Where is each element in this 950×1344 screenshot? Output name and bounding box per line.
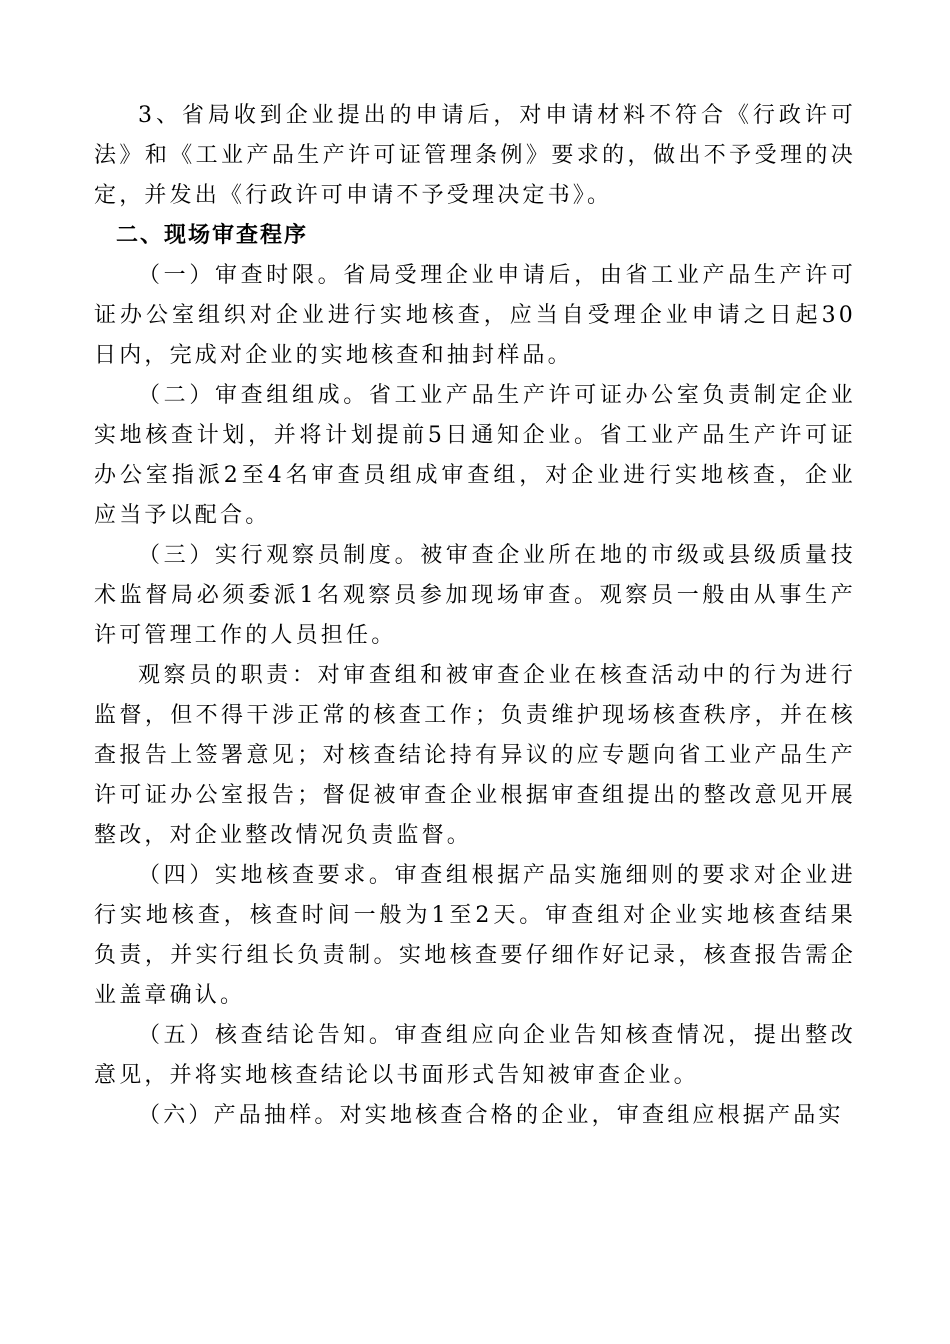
paragraph-product-sampling: （六）产品抽样。对实地核查合格的企业，审查组应根据产品实 [138, 1103, 844, 1128]
paragraph-review-team: （二）审查组组成。省工业产品生产许可证办公室负责制定企业实地核查计划，并将计划提前5日通知企业。省工业产品生产许可证办公室指派2至4名审查员组成审查组，对企业进行实地核查，企业应当予以配合。 [94, 383, 856, 528]
paragraph-review-time-limit: （一）审查时限。省局受理企业申请后，由省工业产品生产许可证办公室组织对企业进行实地核查，应当自受理企业申请之日起30日内，完成对企业的实地核查和抽封样品。 [94, 263, 856, 368]
paragraph-onsite-requirements: （四）实地核查要求。审查组根据产品实施细则的要求对企业进行实地核查，核查时间一般为1至2天。审查组对企业实地核查结果负责，并实行组长负责制。实地核查要仔细作好记录，核查报告需企业盖章确认。 [94, 863, 856, 1008]
document-body [94, 96, 856, 1136]
paragraph-observer-duties: 观察员的职责：对审查组和被审查企业在核查活动中的行为进行监督，但不得干涉正常的核查工作；负责维护现场核查秩序，并在核查报告上签署意见；对核查结论持有异议的应专题向省工业产品生产许可证办公室报告；督促被审查企业根据审查组提出的整改意见开展整改，对企业整改情况负责监督。 [94, 663, 856, 848]
paragraph-conclusion-notice: （五）核查结论告知。审查组应向企业告知核查情况，提出整改意见，并将实地核查结论以书面形式告知被审查企业。 [94, 1023, 856, 1088]
paragraph-rejection-decision: 3、省局收到企业提出的申请后，对申请材料不符合《行政许可法》和《工业产品生产许可证管理条例》要求的，做出不予受理的决定，并发出《行政许可申请不予受理决定书》。 [94, 103, 856, 208]
paragraph-observer-system: （三）实行观察员制度。被审查企业所在地的市级或县级质量技术监督局必须委派1名观察员参加现场审查。观察员一般由从事生产许可管理工作的人员担任。 [94, 543, 856, 648]
section-heading-onsite-review: 二、现场审查程序 [116, 223, 309, 248]
